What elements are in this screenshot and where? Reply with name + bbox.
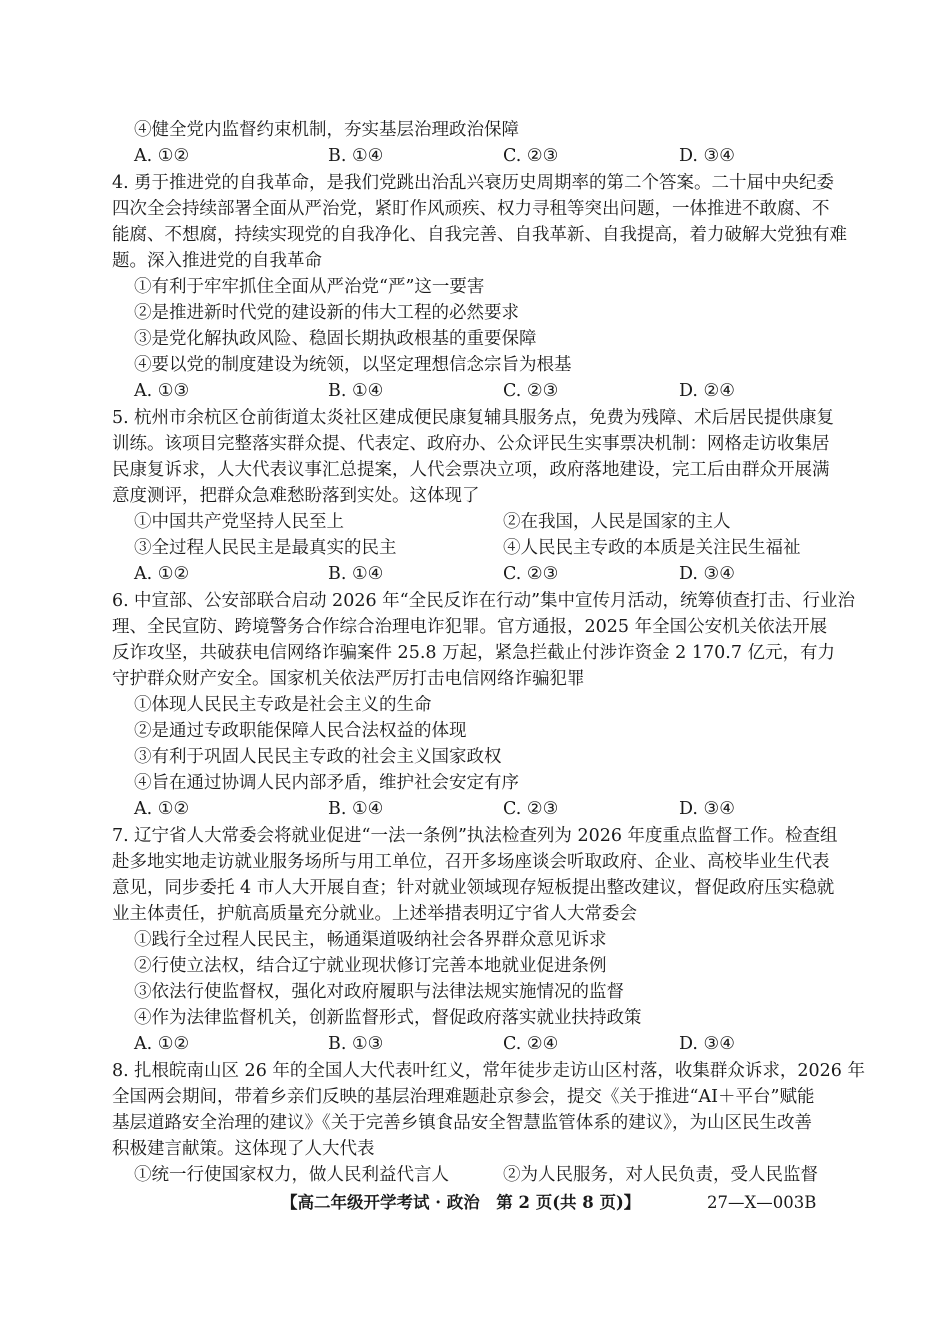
q7-stem-line: 业主体责任，护航高质量充分就业。上述举措表明辽宁省人大常委会	[112, 904, 637, 924]
q4-number: 4.	[112, 173, 129, 193]
q6-option-2: ②是通过专政职能保障人民合法权益的体现	[134, 721, 467, 741]
q3-answer-a: A. ①②	[134, 146, 190, 166]
q5-answer-d: D. ③④	[679, 564, 735, 584]
q6-number: 6.	[112, 591, 129, 611]
q5-stem-line: 意度测评，把群众急难愁盼落到实处。这体现了	[112, 486, 480, 506]
q4-answer-c: C. ②③	[503, 381, 559, 401]
q4-answers	[0, 378, 950, 404]
q3-option-4: ④健全党内监督约束机制，夯实基层治理政治保障	[134, 120, 519, 140]
q6-option-3: ③有利于巩固人民民主专政的社会主义国家政权	[134, 747, 502, 767]
q3-answer-c: C. ②③	[503, 146, 559, 166]
q6-stem-line: 理、全民宣防、跨境警务合作综合治理电诈犯罪。官方通报，2025 年全国公安机关依法开展	[112, 617, 828, 637]
q4-stem-line: 能腐、不想腐，持续实现党的自我净化、自我完善、自我革新、自我提高，着力破解大党独有难	[112, 225, 847, 245]
q6-answer-d: D. ③④	[679, 799, 735, 819]
q6-answer-b: B. ①④	[328, 799, 384, 819]
q7-answer-a: A. ①②	[134, 1034, 190, 1054]
footer-code: 27—X—003B	[707, 1193, 817, 1212]
q8-stem-line: 基层道路安全治理的建议》《关于完善乡镇食品安全智慧监管体系的建议》，为山区民生改善	[112, 1113, 812, 1133]
q4-option-4: ④要以党的制度建设为统领，以坚定理想信念宗旨为根基	[134, 355, 572, 375]
q7-option-1: ①践行全过程人民民主，畅通渠道吸纳社会各界群众意见诉求	[134, 930, 607, 950]
q8-stem-line: 8. 扎根皖南山区 26 年的全国人大代表叶红义，常年徒步走访山区村落，收集群众诉求，2026 年	[0, 1058, 950, 1084]
q7-option-4: ④作为法律监督机关，创新监督形式，督促政府落实就业扶持政策	[134, 1008, 642, 1028]
q5-option-2: ②在我国，人民是国家的主人	[503, 512, 731, 532]
q4-answer-d: D. ②④	[679, 381, 735, 401]
q4-answer-b: B. ①④	[328, 381, 384, 401]
q8-stem-line: 积极建言献策。这体现了人大代表	[112, 1139, 375, 1159]
q4-stem-line: 四次全会持续部署全面从严治党，紧盯作风顽疾、权力寻租等突出问题，一体推进不敢腐、不	[112, 199, 830, 219]
q6-answers	[0, 796, 950, 822]
q8-stem-line: 全国两会期间，带着乡亲们反映的基层治理难题赴京参会，提交《关于推进“AI＋平台”赋能	[112, 1087, 815, 1107]
q7-option-2: ②行使立法权，结合辽宁就业现状修订完善本地就业促进条例	[134, 956, 607, 976]
q5-answer-a: A. ①②	[134, 564, 190, 584]
q6-stem-line: 反诈攻坚，共破获电信网络诈骗案件 25.8 万起，紧急拦截止付涉诈资金 2 170.7 亿元，有力	[112, 643, 836, 663]
q7-stem-line: 7. 辽宁省人大常委会将就业促进“一法一条例”执法检查列为 2026 年度重点监督工作。检查组	[0, 823, 950, 849]
q6-stem-line: 6. 中宣部、公安部联合启动 2026 年“全民反诈在行动”集中宣传月活动，统筹侦查打击、行业治	[0, 588, 950, 614]
q7-answer-b: B. ①③	[328, 1034, 384, 1054]
q5-stem-line: 5. 杭州市余杭区仓前街道太炎社区建成便民康复辅具服务点，免费为残障、术后居民提供康复	[0, 405, 950, 431]
q4-option-1: ①有利于牢牢抓住全面从严治党“严”这一要害	[134, 277, 485, 297]
q5-option-1: ①中国共产党坚持人民至上	[134, 512, 344, 532]
q4-answer-a: A. ①③	[134, 381, 190, 401]
q7-stem-line: 赴多地实地走访就业服务场所与用工单位，召开多场座谈会听取政府、企业、高校毕业生代表	[112, 852, 830, 872]
q3-answer-d: D. ③④	[679, 146, 735, 166]
q6-option-4: ④旨在通过协调人民内部矛盾，维护社会安定有序	[134, 773, 519, 793]
q7-answer-d: D. ③④	[679, 1034, 735, 1054]
q8-number: 8.	[112, 1061, 129, 1081]
q5-answer-b: B. ①④	[328, 564, 384, 584]
q4-stem-line: 4. 勇于推进党的自我革命，是我们党跳出治乱兴衰历史周期率的第二个答案。二十届中央纪委	[0, 170, 950, 196]
q7-answers	[0, 1031, 950, 1057]
q5-answers	[0, 561, 950, 587]
q6-stem-line: 守护群众财产安全。国家机关依法严厉打击电信网络诈骗犯罪	[112, 669, 585, 689]
q5-stem-line: 训练。该项目完整落实群众提、代表定、政府办、公众评民生实事票决机制：网格走访收集居	[112, 434, 830, 454]
footer-exam-info: 【高二年级开学考试 · 政治 第 2 页(共 8 页)】	[281, 1193, 641, 1212]
q5-option-3: ③全过程人民民主是最真实的民主	[134, 538, 397, 558]
q5-number: 5.	[112, 408, 129, 428]
q5-answer-c: C. ②③	[503, 564, 559, 584]
q6-answer-a: A. ①②	[134, 799, 190, 819]
page-footer	[0, 1190, 950, 1216]
q4-option-2: ②是推进新时代党的建设新的伟大工程的必然要求	[134, 303, 519, 323]
q7-number: 7.	[112, 826, 129, 846]
q6-answer-c: C. ②③	[503, 799, 559, 819]
q5-stem-line: 民康复诉求，人大代表议事汇总提案，人代会票决立项，政府落地建设，完工后由群众开展满	[112, 460, 830, 480]
q7-stem-line: 意见，同步委托 4 市人大开展自查；针对就业领域现存短板提出整改建议，督促政府压实稳就	[112, 878, 835, 898]
q7-option-3: ③依法行使监督权，强化对政府履职与法律法规实施情况的监督	[134, 982, 624, 1002]
q5-options-row	[0, 535, 950, 561]
q5-options-row	[0, 509, 950, 535]
q3-answer-b: B. ①④	[328, 146, 384, 166]
q8-options-row	[0, 1162, 950, 1188]
q4-option-3: ③是党化解执政风险、稳固长期执政根基的重要保障	[134, 329, 537, 349]
q8-option-2: ②为人民服务，对人民负责，受人民监督	[503, 1165, 818, 1185]
q8-option-1: ①统一行使国家权力，做人民利益代言人	[134, 1165, 449, 1185]
q6-option-1: ①体现人民民主专政是社会主义的生命	[134, 695, 432, 715]
q3-answers	[0, 143, 950, 169]
q5-option-4: ④人民民主专政的本质是关注民生福祉	[503, 538, 801, 558]
q4-stem-line: 题。深入推进党的自我革命	[112, 251, 322, 271]
q7-answer-c: C. ②④	[503, 1034, 559, 1054]
